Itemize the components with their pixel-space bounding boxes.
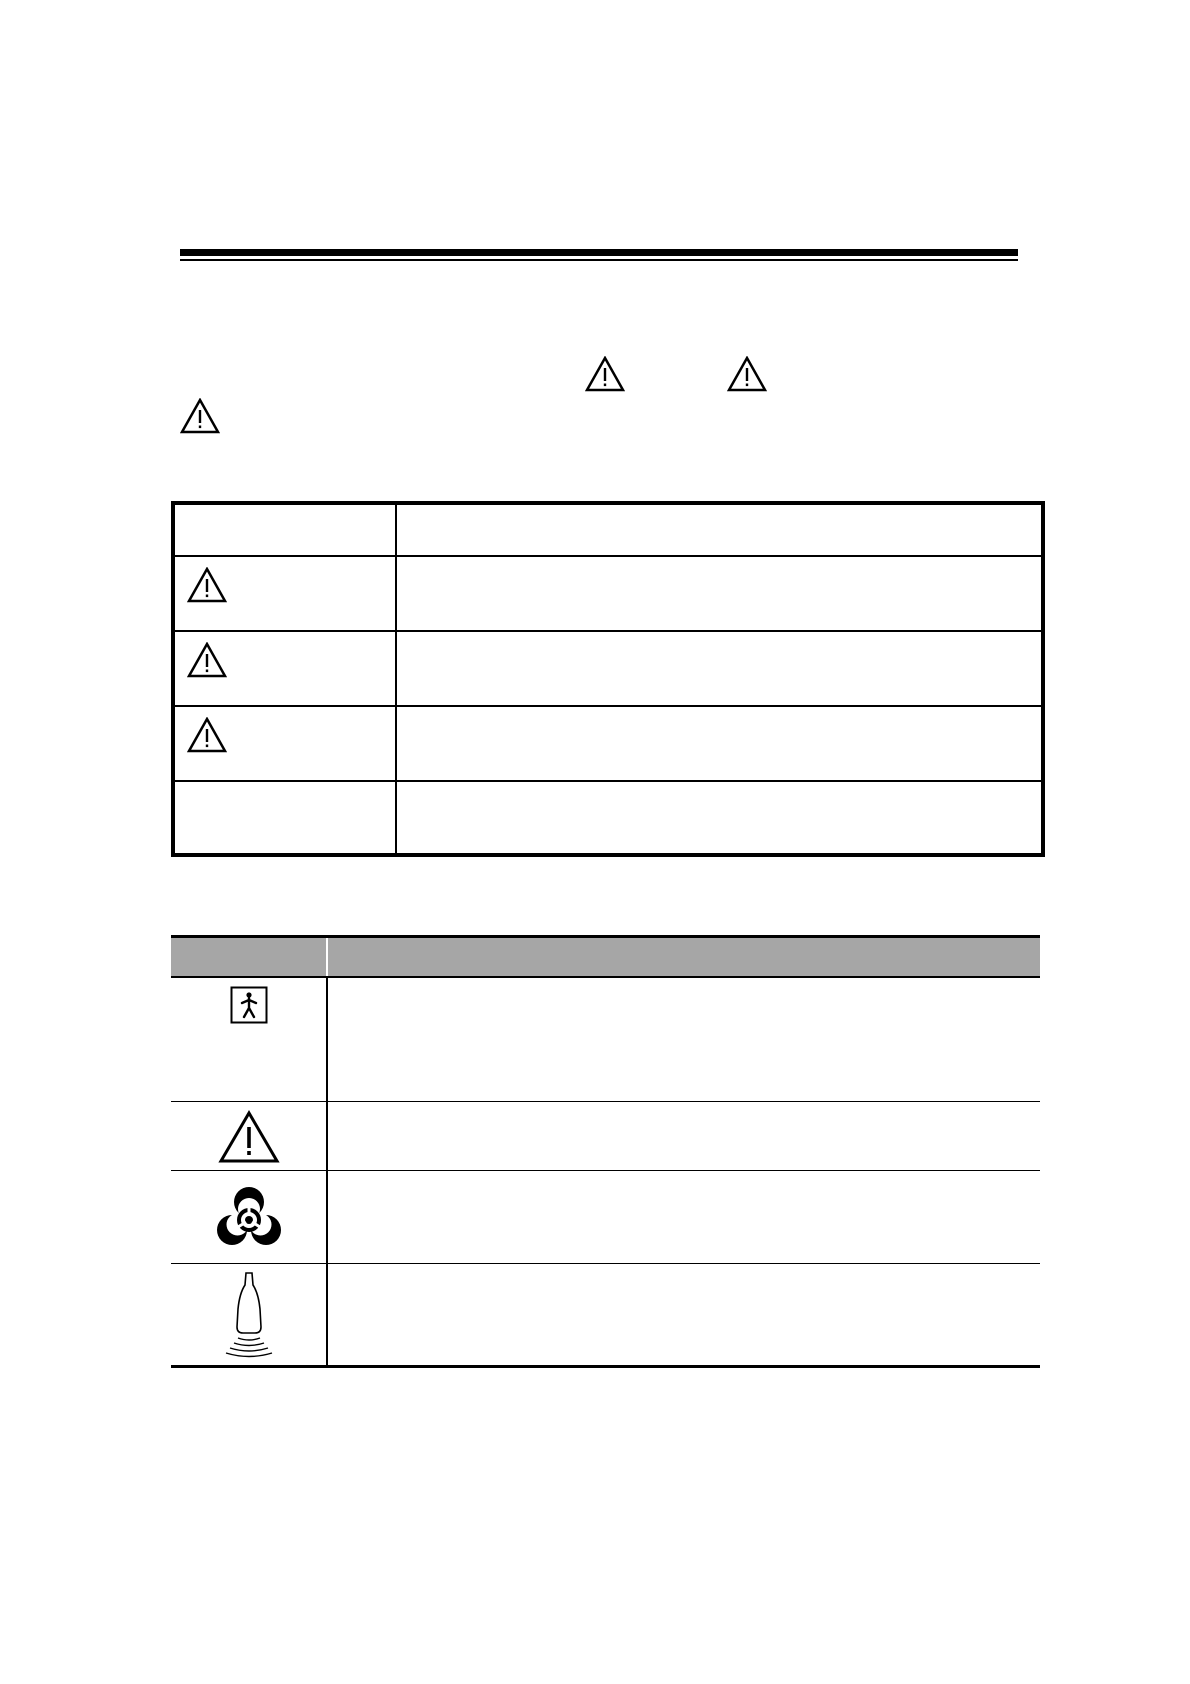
general-warning-icon [218, 1110, 280, 1164]
table-row [171, 978, 326, 1101]
table-cell-symbol [175, 632, 395, 705]
table-header-divider [326, 938, 328, 976]
table-row [171, 1171, 326, 1263]
table-cell-symbol [175, 782, 395, 853]
table-row [175, 782, 1041, 853]
table-cell-description [397, 505, 1041, 555]
table-row [175, 707, 1041, 780]
ultrasound-probe-icon [221, 1271, 277, 1361]
table-cell-symbol [175, 557, 395, 630]
table-row [171, 1264, 326, 1365]
warning-triangle-icon [187, 567, 227, 603]
table-cell-symbol [175, 505, 395, 555]
warning-triangle-icon [187, 642, 227, 678]
table-row [175, 505, 1041, 555]
table-cell-description [397, 782, 1041, 853]
table-header [171, 938, 1040, 976]
table-cell-symbol [175, 707, 395, 780]
symbol-table [171, 935, 1040, 1368]
table-cell-description [397, 632, 1041, 705]
table-cell-description [397, 707, 1041, 780]
safety-level-table [171, 501, 1045, 857]
warning-triangle-icon [187, 717, 227, 753]
table-row [171, 1102, 326, 1170]
header-rule-thick [180, 249, 1018, 256]
warning-triangle-icon [180, 398, 220, 434]
warning-triangle-icon [585, 356, 625, 392]
table-bottom-rule [171, 1365, 1040, 1368]
table-row [175, 632, 1041, 705]
type-bf-applied-part-icon [230, 986, 268, 1024]
table-cell-description [397, 557, 1041, 630]
biohazard-icon [212, 1180, 286, 1252]
warning-triangle-icon [727, 356, 767, 392]
table-row [175, 557, 1041, 630]
header-rule-thin [180, 259, 1018, 261]
table-column-divider [326, 978, 328, 1368]
